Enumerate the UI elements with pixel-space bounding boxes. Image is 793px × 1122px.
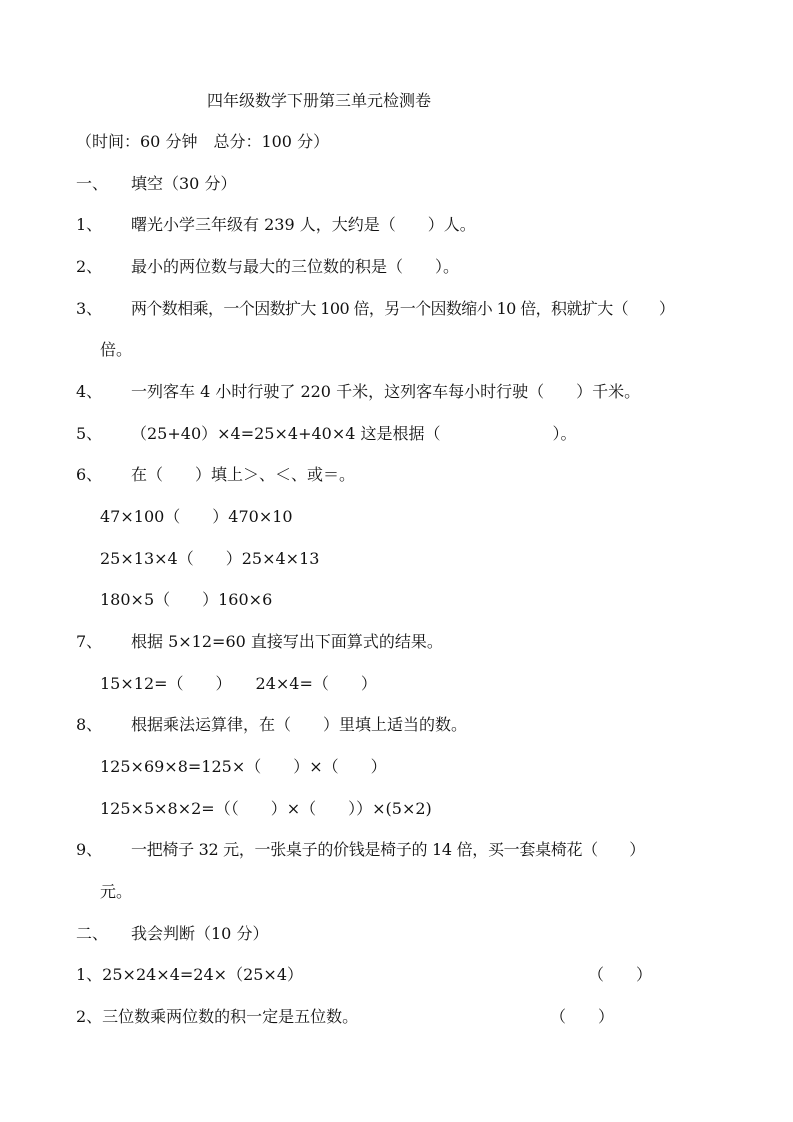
question-6-number: 6、 xyxy=(76,465,103,484)
question-8-item: 125×5×8×2=（（ ）×（ ））×(5×2) xyxy=(100,799,432,818)
question-3-number: 3、 xyxy=(76,299,103,318)
section-2-number: 二、 xyxy=(76,924,109,943)
question-7-text: 根据 5×12=60 直接写出下面算式的结果。 xyxy=(131,632,443,651)
question-9-text: 一把椅子 32 元，一张桌子的价钱是椅子的 14 倍，买一套桌椅花（ ） xyxy=(131,840,645,859)
question-3-continuation: 倍。 xyxy=(100,340,133,359)
question-1-text: 曙光小学三年级有 239 人，大约是（ ）人。 xyxy=(131,215,476,234)
question-2-number: 2、 xyxy=(76,257,103,276)
question-6-item: 25×13×4（ ）25×4×13 xyxy=(100,549,320,568)
question-6-item: 180×5（ ）160×6 xyxy=(100,590,273,609)
question-3-text: 两个数相乘，一个因数扩大 100 倍，另一个因数缩小 10 倍，积就扩大（ ） xyxy=(131,299,675,318)
question-5-text: （25+40）×4=25×4+40×4 这是根据（ ）。 xyxy=(131,424,577,443)
question-5-number: 5、 xyxy=(76,424,103,443)
question-7-number: 7、 xyxy=(76,632,103,651)
question-9-number: 9、 xyxy=(76,840,103,859)
question-6-text: 在（ ）填上＞、＜、或＝。 xyxy=(131,465,356,484)
section-1-number: 一、 xyxy=(76,174,109,193)
question-8-item: 125×69×8=125×（ ）×（ ） xyxy=(100,757,387,776)
judge-1-answer-mark: （ ） xyxy=(588,965,653,984)
question-1-number: 1、 xyxy=(76,215,103,234)
judge-1-text: 1、25×24×4=24×（25×4） xyxy=(76,965,304,984)
question-9-continuation: 元。 xyxy=(100,882,133,901)
judge-2-answer-mark: （ ） xyxy=(550,1007,615,1026)
judge-2-text: 2、三位数乘两位数的积一定是五位数。 xyxy=(76,1007,359,1026)
question-8-number: 8、 xyxy=(76,715,103,734)
question-4-number: 4、 xyxy=(76,382,103,401)
question-7-item: 15×12=（ ） 24×4=（ ） xyxy=(100,674,377,693)
section-2-heading: 我会判断（10 分） xyxy=(131,924,269,943)
exam-title: 四年级数学下册第三单元检测卷 xyxy=(207,91,432,110)
question-8-text: 根据乘法运算律，在（ ）里填上适当的数。 xyxy=(131,715,468,734)
question-6-item: 47×100（ ）470×10 xyxy=(100,507,293,526)
section-1-heading: 填空（30 分） xyxy=(131,174,237,193)
question-4-text: 一列客车 4 小时行驶了 220 千米，这列客车每小时行驶（ ）千米。 xyxy=(131,382,641,401)
exam-meta: （时间：60 分钟 总分：100 分） xyxy=(76,132,330,151)
question-2-text: 最小的两位数与最大的三位数的积是（ ）。 xyxy=(131,257,460,276)
